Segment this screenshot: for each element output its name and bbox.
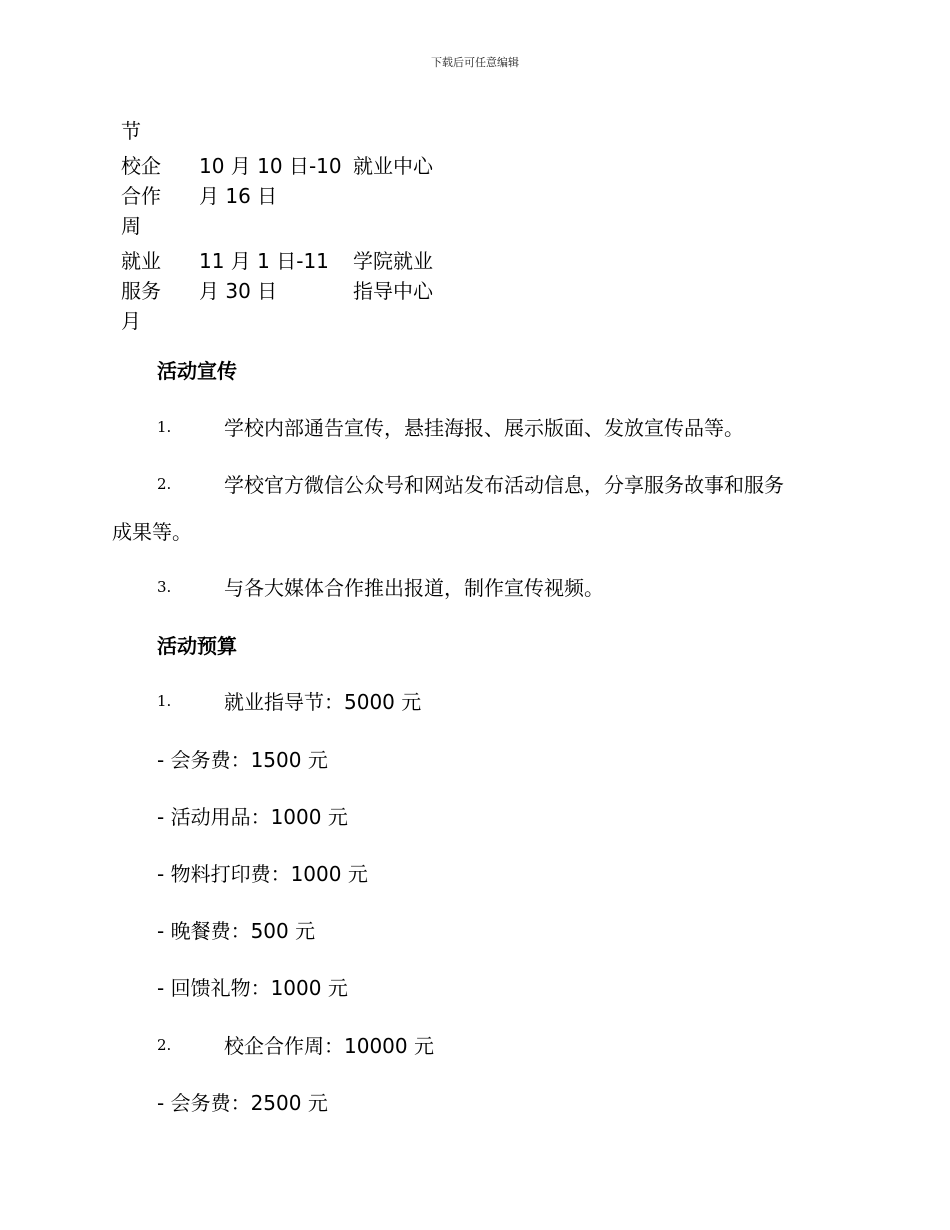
list-item-text: 学校内部通告宣传，悬挂海报、展示版面、发放宣传品等。 [224,416,744,440]
cell-line: 周 [121,214,141,238]
cell-line: 校企 [121,154,161,178]
cell-line: 合作 [121,184,161,208]
list-item-text: 与各大媒体合作推出报道，制作宣传视频。 [224,576,604,600]
cell-line: 11 月 1 日-11 [199,249,329,273]
section-heading-publicity: 活动宣传 [157,359,237,383]
cell-line: 学院就业 [353,249,433,273]
budget-subitem: - 晚餐费：500 元 [157,919,316,943]
budget-subitem: - 物料打印费：1000 元 [157,862,368,886]
budget-item-text: 校企合作周：10000 元 [224,1034,434,1058]
list-item-text: 学校官方微信公众号和网站发布活动信息，分享服务故事和服务 [224,473,784,497]
list-number: 2. [157,1036,172,1054]
cell-line: 月 [121,309,141,333]
list-number: 1. [157,692,172,710]
section-heading-budget: 活动预算 [157,634,237,658]
table-cell-activity [121,151,181,241]
table-cell-organizer [353,151,453,181]
cell-line: 指导中心 [353,279,433,303]
budget-subitem: - 会务费：1500 元 [157,748,328,772]
cell-line: 10 月 10 日-10 [199,154,342,178]
cell-line: 就业 [121,249,161,273]
cell-line: 就业中心 [353,154,433,178]
cell-line: 月 30 日 [199,279,278,303]
cell-line: 节 [121,119,141,143]
list-number: 2. [157,475,172,493]
table-cell-activity [121,116,181,146]
budget-subitem: - 回馈礼物：1000 元 [157,976,348,1000]
table-cell-activity [121,246,181,336]
cell-line: 服务 [121,279,161,303]
list-number: 1. [157,418,172,436]
table-cell-date [199,151,349,211]
budget-subitem: - 会务费：2500 元 [157,1091,328,1115]
page-header: 下载后可任意编辑 [431,56,519,69]
list-number: 3. [157,578,172,596]
budget-item-text: 就业指导节：5000 元 [224,690,422,714]
table-cell-date [199,246,349,306]
budget-subitem: - 活动用品：1000 元 [157,805,348,829]
list-item-continuation: 成果等。 [112,520,192,544]
cell-line: 月 16 日 [199,184,278,208]
table-cell-organizer [353,246,453,306]
